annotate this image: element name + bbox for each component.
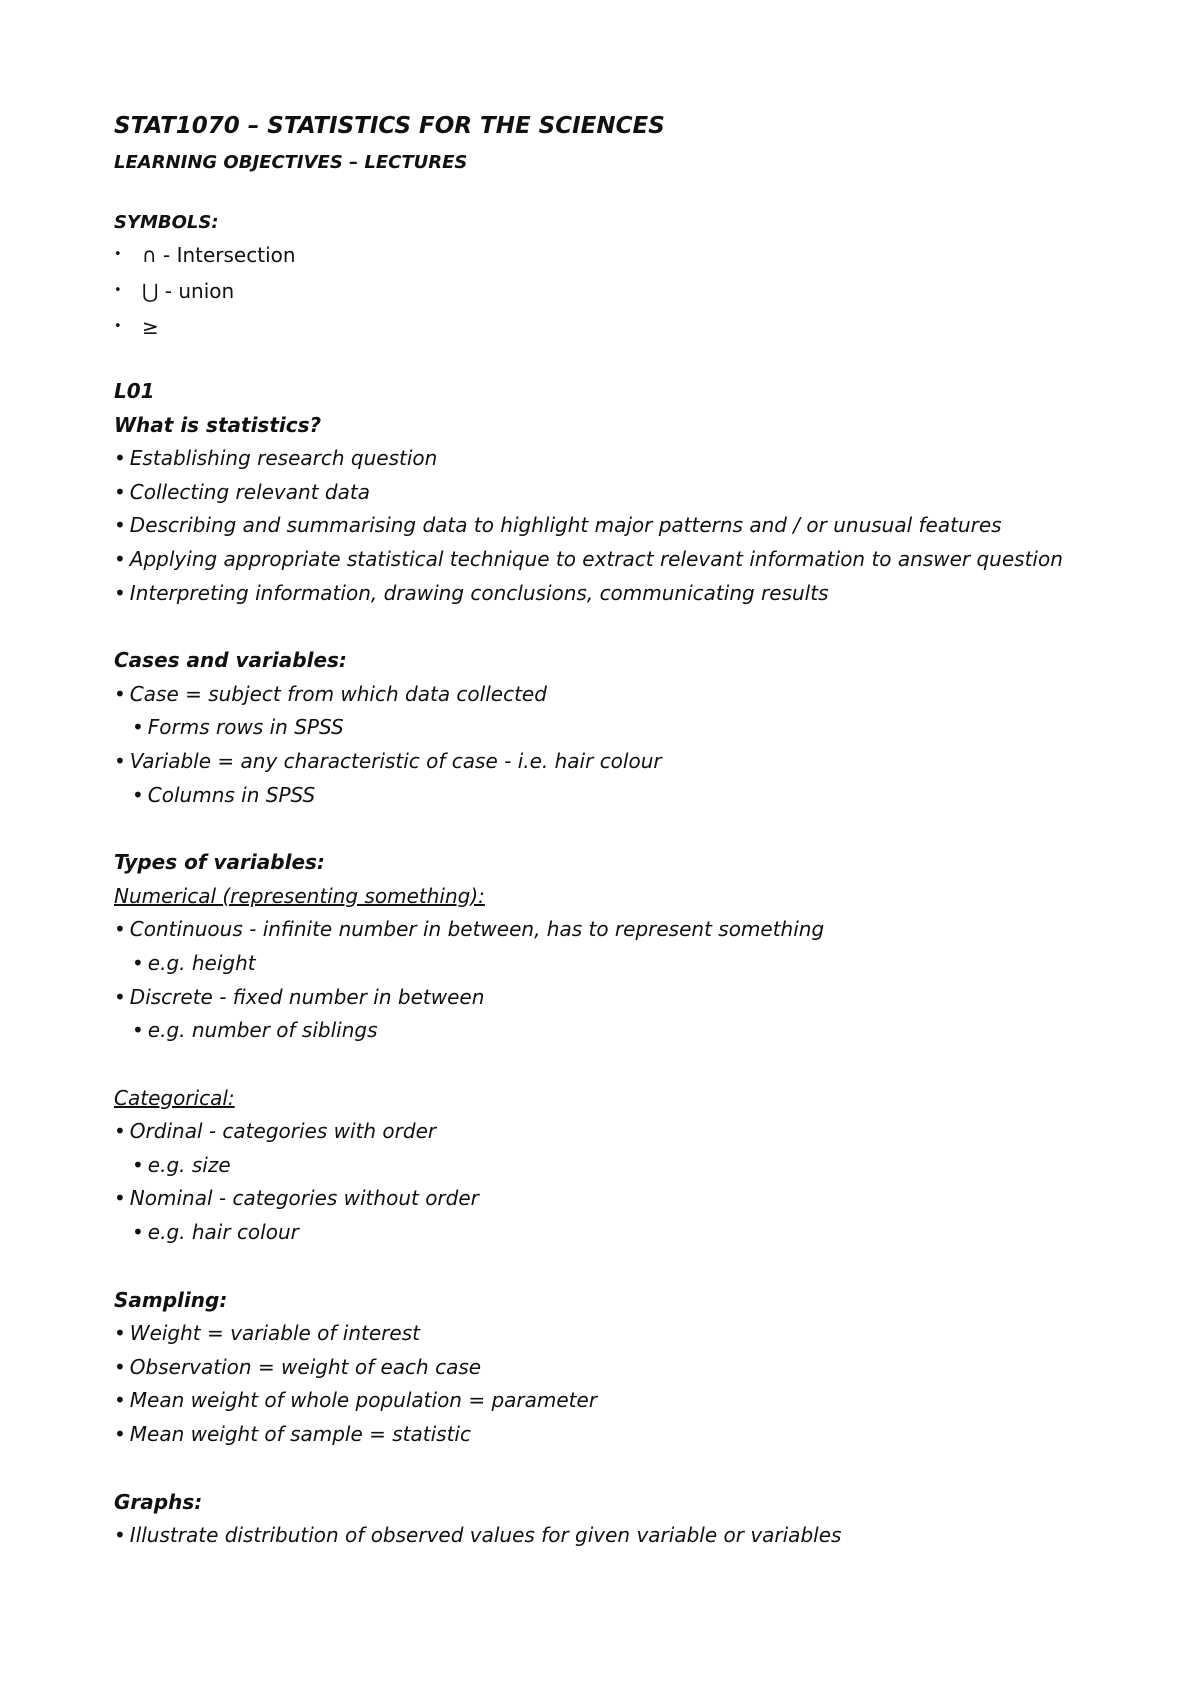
document-title: STAT1070 – STATISTICS FOR THE SCIENCES	[114, 113, 665, 139]
what-is-statistics-heading: What is statistics?	[114, 412, 322, 437]
list-item	[114, 1354, 1114, 1388]
bullet-icon: •	[114, 1354, 126, 1379]
list-item-text: Continuous - infinite number in between, has to represent something	[129, 917, 825, 942]
categorical-list	[114, 1118, 1114, 1252]
list-item	[114, 681, 1114, 715]
list-item-text: Ordinal - categories with order	[129, 1119, 437, 1144]
list-item	[114, 479, 1114, 513]
symbol-text: ≥	[142, 315, 159, 339]
list-item-text: Observation = weight of each case	[129, 1354, 482, 1379]
list-item-text: Mean weight of sample = statistic	[129, 1422, 471, 1447]
list-item-text: Forms rows in SPSS	[147, 715, 344, 740]
list-item	[114, 1017, 1114, 1051]
list-item	[114, 1320, 1114, 1354]
bullet-icon: •	[114, 247, 122, 262]
list-item-text: Columns in SPSS	[147, 782, 316, 807]
bullet-icon: •	[114, 1523, 126, 1548]
list-item	[114, 512, 1114, 546]
list-item-text: e.g. hair colour	[147, 1220, 299, 1245]
bullet-icon: •	[114, 917, 126, 942]
graphs-heading: Graphs:	[114, 1489, 203, 1514]
cases-list	[114, 681, 1114, 815]
bullet-icon: •	[114, 283, 122, 298]
bullet-icon: •	[114, 1119, 126, 1144]
bullet-icon: •	[114, 984, 126, 1009]
list-item-text: Discrete - fixed number in between	[129, 984, 485, 1009]
bullet-icon: •	[114, 1388, 126, 1413]
list-item	[114, 1118, 1114, 1152]
list-item	[114, 1387, 1114, 1421]
list-item-text: e.g. size	[147, 1152, 231, 1177]
bullet-icon: •	[114, 446, 126, 471]
list-item-text: Describing and summarising data to highlight major patterns and / or unusual features	[129, 513, 1002, 538]
bullet-icon: •	[114, 479, 126, 504]
list-item-text: Variable = any characteristic of case - i.e. hair colour	[129, 748, 662, 773]
lecture-label: L01	[114, 379, 155, 403]
list-item-text: Weight = variable of interest	[129, 1321, 420, 1346]
symbol-item	[114, 314, 1114, 350]
list-item	[114, 714, 1114, 748]
list-item	[114, 1152, 1114, 1186]
bullet-icon: •	[114, 1422, 126, 1447]
list-item-text: Nominal - categories without order	[129, 1186, 479, 1211]
list-item	[114, 950, 1114, 984]
list-item	[114, 1185, 1114, 1219]
document-subtitle: LEARNING OBJECTIVES – LECTURES	[114, 152, 468, 173]
bullet-icon: •	[132, 1152, 144, 1177]
list-item-text: Interpreting information, drawing conclusions, communicating results	[129, 580, 829, 605]
list-item	[114, 1219, 1114, 1253]
symbols-heading: SYMBOLS:	[114, 212, 219, 233]
list-item-text: e.g. number of siblings	[147, 1018, 378, 1043]
list-item-text: Illustrate distribution of observed values for given variable or variables	[129, 1523, 842, 1548]
numerical-label: Numerical (representing something):	[114, 883, 485, 908]
symbol-text: ∩ - Intersection	[142, 243, 296, 267]
bullet-icon: •	[114, 319, 122, 334]
list-item	[114, 580, 1114, 614]
symbol-text: ⋃ - union	[142, 279, 235, 303]
bullet-icon: •	[132, 1220, 144, 1245]
bullet-icon: •	[114, 748, 126, 773]
symbol-item	[114, 278, 1114, 314]
numerical-list	[114, 916, 1114, 1050]
bullet-icon: •	[132, 950, 144, 975]
list-item-text: Mean weight of whole population = parameter	[129, 1388, 598, 1413]
categorical-label: Categorical:	[114, 1085, 235, 1110]
bullet-icon: •	[132, 1018, 144, 1043]
list-item	[114, 1522, 1114, 1556]
list-item-text: Case = subject from which data collected	[129, 681, 547, 706]
graphs-list	[114, 1522, 1114, 1556]
bullet-icon: •	[114, 1321, 126, 1346]
list-item-text: e.g. height	[147, 950, 256, 975]
what-is-statistics-list	[114, 445, 1114, 613]
list-item-text: Applying appropriate statistical technique to extract relevant information to answer question	[129, 546, 1063, 571]
document-page	[114, 110, 1114, 1556]
list-item	[114, 546, 1114, 580]
list-item-text: Establishing research question	[129, 446, 438, 471]
symbol-item	[114, 242, 1114, 278]
bullet-icon: •	[132, 782, 144, 807]
list-item	[114, 1421, 1114, 1455]
symbols-list	[114, 242, 1114, 350]
list-item	[114, 916, 1114, 950]
list-item-text: Collecting relevant data	[129, 479, 370, 504]
cases-heading: Cases and variables:	[114, 648, 347, 673]
bullet-icon: •	[114, 513, 126, 538]
list-item	[114, 748, 1114, 782]
list-item	[114, 782, 1114, 816]
types-heading: Types of variables:	[114, 850, 325, 875]
bullet-icon: •	[114, 681, 126, 706]
list-item	[114, 984, 1114, 1018]
sampling-list	[114, 1320, 1114, 1454]
bullet-icon: •	[132, 715, 144, 740]
sampling-heading: Sampling:	[114, 1287, 228, 1312]
bullet-icon: •	[114, 580, 126, 605]
bullet-icon: •	[114, 1186, 126, 1211]
list-item	[114, 445, 1114, 479]
bullet-icon: •	[114, 546, 126, 571]
